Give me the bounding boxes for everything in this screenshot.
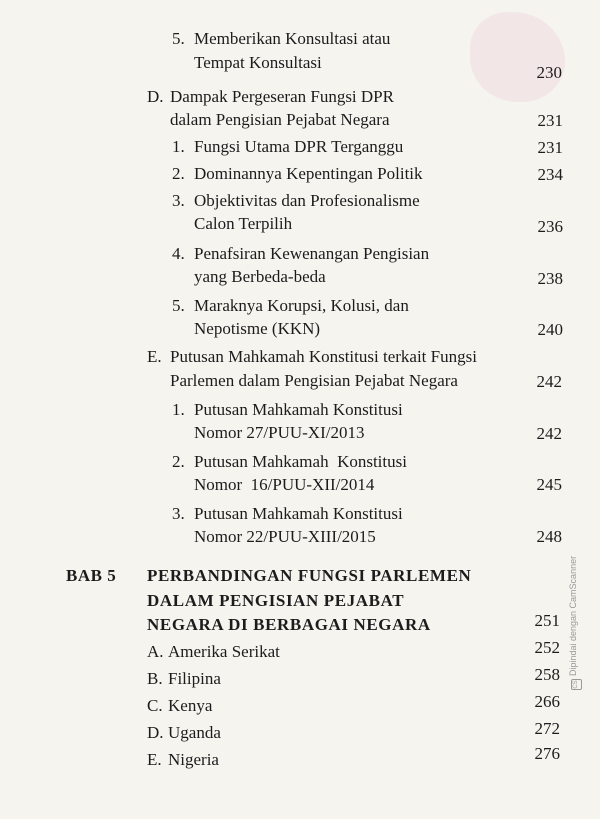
country-item-title: Kenya [168, 696, 213, 715]
toc-entry-title-cont: Nomor 16/PUU-XII/2014 [194, 475, 375, 494]
toc-entry-title: Objektivitas dan Profesionalisme [194, 191, 420, 210]
watermark-text: Dipindai dengan CamScanner [568, 555, 578, 676]
camscanner-icon: CS [571, 679, 582, 690]
toc-entry-page: 245 [536, 475, 562, 494]
toc-entry-page: 234 [537, 165, 563, 184]
toc-entry-num: 5. [172, 296, 185, 315]
toc-entry-page: 242 [536, 372, 562, 391]
toc-entry-title: Maraknya Korupsi, Kolusi, dan [194, 296, 409, 315]
country-item-num: B. [147, 669, 163, 688]
chapter-title-line-3: NEGARA DI BERBAGAI NEGARA [147, 615, 431, 634]
country-item-title: Amerika Serikat [168, 642, 280, 661]
toc-entry-page: 236 [537, 217, 563, 236]
toc-entry-page: 242 [536, 424, 562, 443]
toc-entry-page: 240 [537, 320, 563, 339]
toc-entry-title: Dampak Pergeseran Fungsi DPR [170, 87, 394, 106]
toc-entry-num: D. [147, 87, 164, 106]
country-item-title: Uganda [168, 723, 221, 742]
toc-entry-title-cont: Nomor 22/PUU-XIII/2015 [194, 527, 376, 546]
toc-entry-title: Putusan Mahkamah Konstitusi terkait Fungsi [170, 347, 477, 366]
toc-entry-num: 1. [172, 137, 185, 156]
toc-entry-title-cont: Nomor 27/PUU-XI/2013 [194, 423, 365, 442]
toc-entry-num: E. [147, 347, 162, 366]
country-item-page: 258 [534, 665, 560, 684]
country-item-num: E. [147, 750, 162, 769]
country-item-num: C. [147, 696, 163, 715]
toc-entry-num: 2. [172, 164, 185, 183]
country-item-num: D. [147, 723, 164, 742]
toc-entry-num: 2. [172, 452, 185, 471]
country-item-page: 276 [534, 744, 560, 763]
chapter-title-line-1: PERBANDINGAN FUNGSI PARLEMEN [147, 566, 472, 585]
toc-entry-title-cont: Parlemen dalam Pengisian Pejabat Negara [170, 371, 458, 390]
toc-entry-page: 231 [537, 138, 563, 157]
chapter-title-line-2: DALAM PENGISIAN PEJABAT [147, 591, 405, 610]
toc-entry-title: Putusan Mahkamah Konstitusi [194, 452, 407, 471]
toc-entry-title-cont: Calon Terpilih [194, 214, 293, 233]
toc-entry-title: Putusan Mahkamah Konstitusi [194, 400, 403, 419]
country-item-title: Filipina [168, 669, 221, 688]
toc-entry-title-cont: Nepotisme (KKN) [194, 319, 321, 338]
toc-entry-num: 4. [172, 244, 185, 263]
toc-entry-title-cont: Tempat Konsultasi [194, 53, 322, 72]
toc-entry-page: 231 [537, 111, 563, 130]
toc-entry-num: 3. [172, 504, 185, 523]
country-item-page: 252 [534, 638, 560, 657]
toc-entry-num: 1. [172, 400, 185, 419]
toc-entry-num: 3. [172, 191, 185, 210]
country-item-page: 266 [534, 692, 560, 711]
country-item-title: Nigeria [168, 750, 219, 769]
toc-entry-title: Memberikan Konsultasi atau [194, 29, 391, 48]
toc-entry-num: 5. [172, 29, 185, 48]
toc-entry-title: Fungsi Utama DPR Terganggu [194, 137, 404, 156]
chapter-label: BAB 5 [66, 566, 117, 585]
toc-entry-page: 230 [536, 63, 562, 82]
chapter-page: 251 [534, 611, 560, 630]
country-item-page: 272 [534, 719, 560, 738]
toc-entry-title: Dominannya Kepentingan Politik [194, 164, 423, 183]
country-item-num: A. [147, 642, 164, 661]
toc-entry-title: Penafsiran Kewenangan Pengisian [194, 244, 430, 263]
toc-entry-page: 248 [536, 527, 562, 546]
toc-entry-title: Putusan Mahkamah Konstitusi [194, 504, 403, 523]
toc-entry-page: 238 [537, 269, 563, 288]
bleed-through-stain [470, 12, 565, 102]
toc-entry-title-cont: dalam Pengisian Pejabat Negara [170, 110, 390, 129]
scanner-watermark [568, 555, 582, 690]
toc-entry-title-cont: yang Berbeda-beda [194, 267, 326, 286]
